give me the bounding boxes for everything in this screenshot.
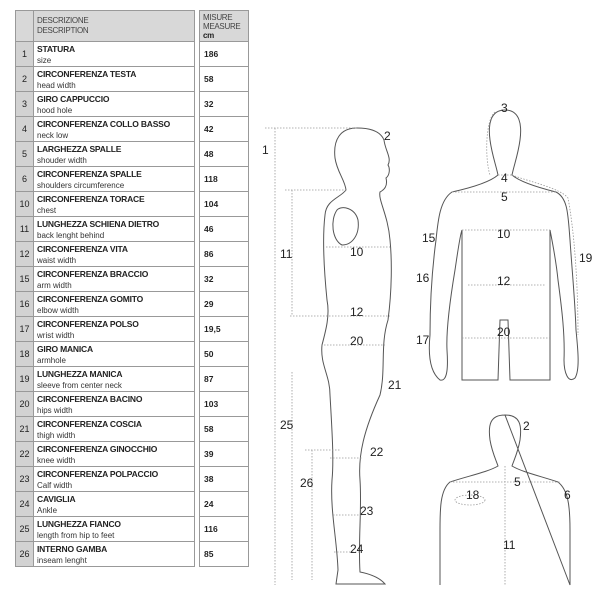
description-it: CIRCONFERENZA TORACE — [37, 193, 145, 204]
row-number: 19 — [16, 367, 34, 392]
side-body-outline — [322, 128, 392, 584]
measure-value: 48 — [200, 142, 249, 167]
description-en: size — [37, 55, 52, 65]
row-number: 26 — [16, 542, 34, 567]
row-number: 5 — [16, 142, 34, 167]
description-it: CIRCONFERENZA POLPACCIO — [37, 468, 159, 479]
description-en: arm width — [37, 280, 72, 290]
header-measure-it: MISURE — [203, 12, 233, 22]
description-it: CIRCONFERENZA COSCIA — [37, 418, 142, 429]
row-number: 22 — [16, 442, 34, 467]
front-figure-label: 5 — [501, 190, 508, 204]
description-it: CIRCONFERENZA GOMITO — [37, 293, 144, 304]
description-it: CIRCONFERENZA COLLO BASSO — [37, 118, 171, 129]
measure-value: 103 — [200, 392, 249, 417]
back-figure-label: 6 — [564, 488, 571, 502]
side-figure-label: 26 — [300, 476, 314, 490]
description-it: LUNGHEZZA MANICA — [37, 368, 123, 379]
front-figure-label: 16 — [416, 271, 430, 285]
description-it: CIRCONFERENZA BRACCIO — [37, 268, 149, 279]
front-figure-label: 10 — [497, 227, 511, 241]
row-number: 24 — [16, 492, 34, 517]
measure-value: 104 — [200, 192, 249, 217]
front-figure-label: 19 — [579, 251, 593, 265]
description-it: CIRCONFERENZA BACINO — [37, 393, 143, 404]
measure-lines — [265, 112, 578, 585]
side-figure-label: 25 — [280, 418, 294, 432]
description-en: sleeve from center neck — [37, 380, 122, 390]
description-it: LUNGHEZZA SCHIENA DIETRO — [37, 218, 160, 229]
description-en: length from hip to feet — [37, 530, 115, 540]
description-en: waist width — [37, 255, 77, 265]
measure-value: 186 — [200, 42, 249, 67]
description-it: CAVIGLIA — [37, 493, 76, 504]
back-figure-label: 2 — [523, 419, 530, 433]
back-figure-label: 11 — [503, 538, 516, 552]
measure-value: 32 — [200, 267, 249, 292]
measure-value: 87 — [200, 367, 249, 392]
side-figure-label: 12 — [350, 305, 364, 319]
row-number: 16 — [16, 292, 34, 317]
row-number: 3 — [16, 92, 34, 117]
description-it: LARGHEZZA SPALLE — [37, 143, 122, 154]
measure-value: 118 — [200, 167, 249, 192]
description-en: Ankle — [37, 505, 58, 515]
side-figure-label: 21 — [388, 378, 402, 392]
front-body-outline — [429, 110, 578, 380]
description-en: neck low — [37, 130, 69, 140]
measure-value: 29 — [200, 292, 249, 317]
measure-value: 58 — [200, 417, 249, 442]
measure-value: 50 — [200, 342, 249, 367]
header-measure-en: MEASURE — [203, 21, 241, 31]
measure-value: 38 — [200, 467, 249, 492]
side-figure-label: 22 — [370, 445, 384, 459]
side-arm-outline — [333, 208, 358, 245]
description-en: thigh width — [37, 430, 76, 440]
description-en: knee width — [37, 455, 76, 465]
row-number: 11 — [16, 217, 34, 242]
back-figure-label: 5 — [514, 475, 521, 489]
description-en: elbow width — [37, 305, 79, 315]
description-en: chest — [37, 205, 57, 215]
row-number: 18 — [16, 342, 34, 367]
row-number: 23 — [16, 467, 34, 492]
measure-value: 58 — [200, 67, 249, 92]
side-figure-label: 1 — [262, 143, 269, 157]
back-figure-label: 18 — [466, 488, 480, 502]
measure-value: 19,5 — [200, 317, 249, 342]
description-it: STATURA — [37, 43, 75, 54]
description-en: shouder width — [37, 155, 87, 165]
row-number: 15 — [16, 267, 34, 292]
description-en: head width — [37, 80, 76, 90]
description-en: inseam lenght — [37, 555, 87, 565]
side-figure-label: 24 — [350, 542, 364, 556]
row-number: 12 — [16, 242, 34, 267]
measure-value: 85 — [200, 542, 249, 567]
description-en: armhole — [37, 355, 66, 365]
description-en: hood hole — [37, 105, 73, 115]
row-number: 20 — [16, 392, 34, 417]
row-number: 25 — [16, 517, 34, 542]
description-it: CIRCONFERENZA SPALLE — [37, 168, 142, 179]
header-unit: cm — [203, 30, 214, 40]
header-desc-it: DESCRIZIONE — [37, 16, 89, 25]
description-it: CIRCONFERENZA POLSO — [37, 318, 139, 329]
row-number: 17 — [16, 317, 34, 342]
side-figure-label: 23 — [360, 504, 374, 518]
side-figure-label: 20 — [350, 334, 364, 348]
description-en: shoulders circumference — [37, 180, 125, 190]
front-figure-label: 15 — [422, 231, 436, 245]
row-number: 1 — [16, 42, 34, 67]
description-it: GIRO CAPPUCCIO — [37, 93, 110, 104]
row-number: 21 — [16, 417, 34, 442]
measure-value: 86 — [200, 242, 249, 267]
front-figure-label: 20 — [497, 325, 511, 339]
front-figure-label: 12 — [497, 274, 511, 288]
front-figure-label: 4 — [501, 171, 508, 185]
side-figure-label: 10 — [350, 245, 364, 259]
description-en: back lenght behind — [37, 230, 105, 240]
measure-value: 46 — [200, 217, 249, 242]
description-it: INTERNO GAMBA — [37, 543, 108, 554]
row-number: 2 — [16, 67, 34, 92]
measure-value: 116 — [200, 517, 249, 542]
front-figure-label: 17 — [416, 333, 430, 347]
side-figure-label: 2 — [384, 129, 391, 143]
figure-labels — [262, 101, 593, 556]
description-it: CIRCONFERENZA TESTA — [37, 68, 137, 79]
description-it: CIRCONFERENZA GINOCCHIO — [37, 443, 158, 454]
row-number: 4 — [16, 117, 34, 142]
measure-value: 42 — [200, 117, 249, 142]
description-it: LUNGHEZZA FIANCO — [37, 518, 121, 529]
row-number: 6 — [16, 167, 34, 192]
measure-value: 24 — [200, 492, 249, 517]
description-en: hips width — [37, 405, 73, 415]
description-en: wrist width — [37, 330, 75, 340]
side-figure-label: 11 — [280, 247, 293, 261]
measure-value: 39 — [200, 442, 249, 467]
header-desc-en: DESCRIPTION — [37, 26, 89, 35]
description-it: CIRCONFERENZA VITA — [37, 243, 128, 254]
measure-value: 32 — [200, 92, 249, 117]
front-figure-label: 3 — [501, 101, 508, 115]
row-number: 10 — [16, 192, 34, 217]
description-en: Calf width — [37, 480, 73, 490]
description-it: GIRO MANICA — [37, 343, 93, 354]
